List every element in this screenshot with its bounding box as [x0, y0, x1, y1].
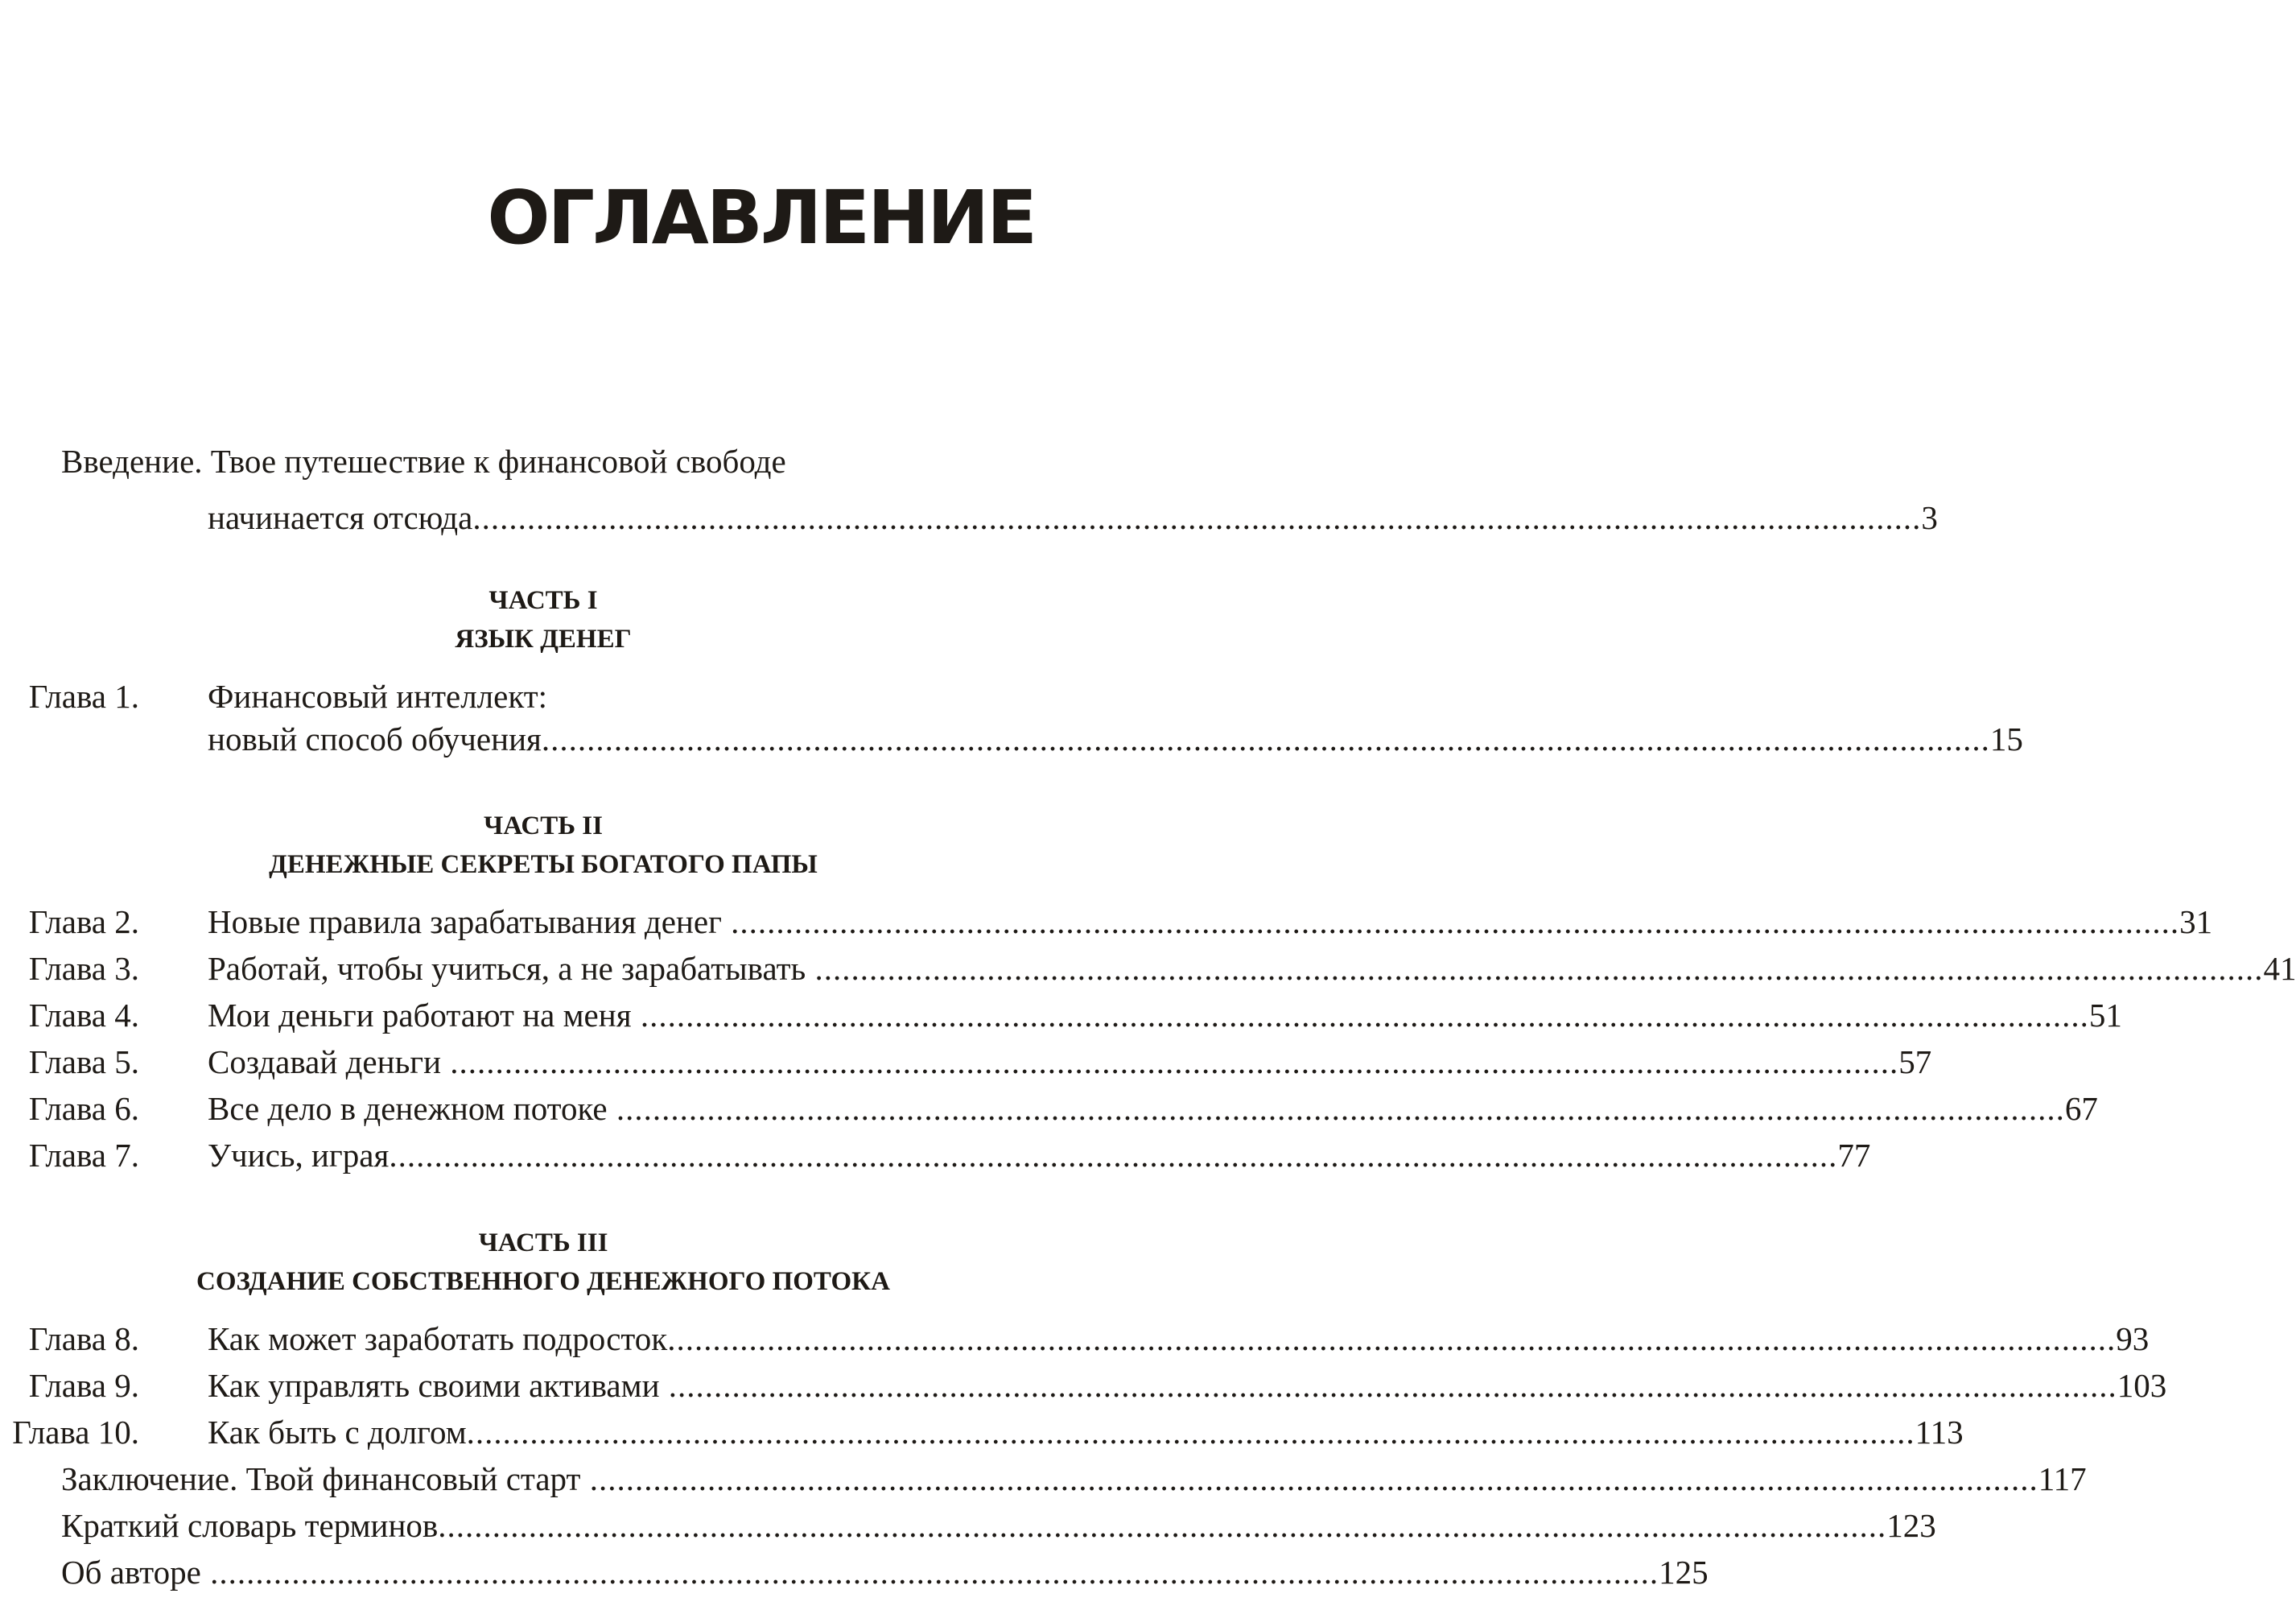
leader-dots: ................................................................................................................................................................	[541, 720, 1990, 758]
toc-entry-title: начинается отсюда	[208, 499, 473, 536]
chapter-title-line1: Финансовый интеллект:	[208, 678, 548, 715]
leader-dots: ................................................................................................................................................................	[466, 1414, 1915, 1451]
toc-entry-page: 93	[2116, 1320, 2150, 1357]
toc-entry-title: Новые правила зарабатывания денег	[208, 903, 722, 940]
leader-dots: ................................................................................................................................................................	[607, 1090, 2065, 1127]
toc-entry-title: Мои деньги работают на меня	[208, 997, 632, 1034]
toc-entry-title: Учись, играя	[208, 1137, 390, 1174]
toc-entry-intro[interactable]	[0, 497, 1938, 538]
leader-dots: ................................................................................................................................................................	[631, 997, 2089, 1034]
toc-entry-page: 15	[1989, 720, 2023, 758]
part-1-label: ЧАСТЬ I	[488, 586, 598, 615]
part-2-name: ДЕНЕЖНЫЕ СЕКРЕТЫ БОГАТОГО ПАПЫ	[269, 850, 818, 879]
toc-entry-chapter-6[interactable]	[0, 1088, 2098, 1129]
leader-dots: ................................................................................................................................................................	[389, 1137, 1838, 1174]
part-2-label: ЧАСТЬ II	[483, 811, 603, 840]
leader-dots: ................................................................................................................................................................	[806, 950, 2264, 987]
leader-dots: ................................................................................................................................................................	[438, 1507, 1887, 1544]
toc-entry-conclusion[interactable]	[0, 1459, 2087, 1499]
toc-entry-chapter-1[interactable]	[0, 719, 2023, 759]
chapter-number: Глава 7.	[28, 1137, 139, 1174]
toc-entry-page: 31	[2179, 903, 2213, 940]
toc-entry-page: 57	[1898, 1043, 1932, 1080]
toc-entry-chapter-1-line1	[0, 676, 1033, 716]
page-title: ОГЛАВЛЕНИЕ	[487, 175, 1035, 261]
toc-entry-page: 125	[1659, 1554, 1709, 1591]
toc-entry-title: Заключение. Твой финансовый старт	[61, 1460, 581, 1497]
toc-entry-chapter-4[interactable]	[0, 995, 2122, 1035]
toc-entry-page: 51	[2088, 997, 2122, 1034]
chapter-number: Глава 10.	[12, 1414, 139, 1451]
intro-title-line1: Введение. Твое путешествие к финансовой свободе	[61, 443, 786, 480]
chapter-number: Глава 4.	[28, 997, 139, 1034]
toc-entry-glossary[interactable]	[0, 1505, 1936, 1546]
toc-entry-page: 113	[1915, 1414, 1964, 1451]
toc-entry-page: 123	[1886, 1507, 1936, 1544]
toc-entry-page: 3	[1921, 499, 1938, 536]
leader-dots: ................................................................................................................................................................	[580, 1460, 2038, 1497]
toc-entry-title: Как быть с долгом	[208, 1414, 467, 1451]
toc-entry-title: Создавай деньги	[208, 1043, 442, 1080]
toc-entry-title: Все дело в денежном потоке	[208, 1090, 608, 1127]
chapter-number: Глава 6.	[28, 1090, 139, 1127]
toc-entry-title: Как управлять своими активами	[208, 1367, 660, 1404]
part-1-name: ЯЗЫК ДЕНЕГ	[455, 625, 632, 654]
toc-entry-chapter-5[interactable]	[0, 1042, 1932, 1082]
part-3-name: СОЗДАНИЕ СОБСТВЕННОГО ДЕНЕЖНОГО ПОТОКА	[196, 1267, 890, 1296]
toc-entry-chapter-8[interactable]	[0, 1319, 2150, 1359]
leader-dots: ................................................................................................................................................................	[721, 903, 2180, 940]
toc-entry-page: 67	[2064, 1090, 2098, 1127]
toc-entry-page: 103	[2117, 1367, 2167, 1404]
toc-entry-page: 41	[2263, 950, 2296, 987]
chapter-number: Глава 2.	[28, 903, 139, 940]
leader-dots: ................................................................................................................................................................	[472, 499, 1922, 536]
leader-dots: ................................................................................................................................................................	[667, 1320, 2117, 1357]
chapter-number: Глава 1.	[28, 678, 139, 715]
toc-entry-chapter-10[interactable]	[0, 1412, 1964, 1452]
toc-entry-chapter-9[interactable]	[0, 1365, 2167, 1406]
toc-entry-chapter-2[interactable]	[0, 902, 2213, 942]
leader-dots: ................................................................................................................................................................	[441, 1043, 1899, 1080]
toc-entry-about-author[interactable]	[0, 1552, 1709, 1592]
chapter-number: Глава 9.	[28, 1367, 139, 1404]
toc-entry-title: Об авторе	[61, 1554, 201, 1591]
toc-entry-title: Как может заработать подросток	[208, 1320, 668, 1357]
toc-entry-title: новый способ обучения	[208, 720, 542, 758]
leader-dots: ................................................................................................................................................................	[659, 1367, 2117, 1404]
leader-dots: ................................................................................................................................................................	[200, 1554, 1659, 1591]
toc-entry-page: 77	[1837, 1137, 1871, 1174]
chapter-number: Глава 5.	[28, 1043, 139, 1080]
chapter-number: Глава 8.	[28, 1320, 139, 1357]
toc-entry-page: 117	[2038, 1460, 2087, 1497]
chapter-number: Глава 3.	[28, 950, 139, 987]
part-3-label: ЧАСТЬ III	[478, 1228, 608, 1257]
toc-entry-chapter-7[interactable]	[0, 1135, 1871, 1175]
toc-entry-title: Краткий словарь терминов	[61, 1507, 439, 1544]
toc-entry-chapter-3[interactable]	[0, 948, 2296, 989]
toc-entry-title: Работай, чтобы учиться, а не зарабатывать	[208, 950, 806, 987]
